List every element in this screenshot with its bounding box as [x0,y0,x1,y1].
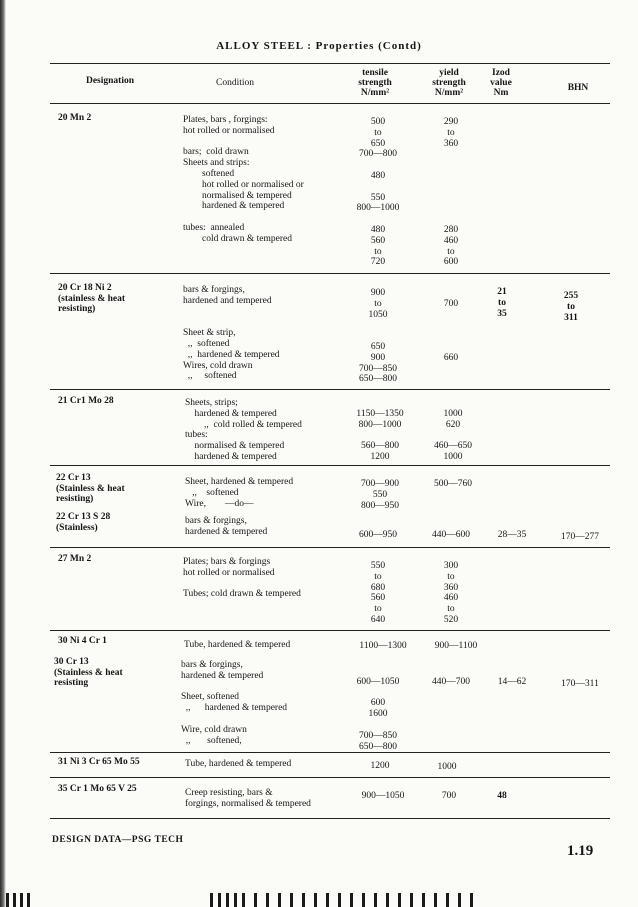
row-condition: bars & forgings, hardened & tempered Sheet, softened ,, hardened & tempered Wire, cold drawn ,, softened, [181,660,288,746]
row-condition: Plates; bars & forgings hot rolled or normalised Tubes; cold drawn & tempered [183,557,301,600]
row-condition: bars & forgings, hardened & tempered [185,516,268,537]
row-izod: 48 [497,791,507,801]
row-bhn: 255 to 311 [563,291,579,323]
row-designation: 20 Mn 2 [58,113,92,123]
row-designation: 27 Mn 2 [58,554,92,564]
table-bottom-rule [50,818,610,819]
row-yield: 440—700 [432,676,470,687]
header-izod-line2: value [490,78,512,88]
row-izod: 28—35 [497,529,527,540]
header-designation: Designation [85,76,135,86]
row-tensile: 700—900 550 800—950 [361,479,399,511]
header-izod-line1: Izod [492,68,510,78]
row-designation: 35 Cr 1 Mo 65 V 25 [58,784,137,794]
row-yield: 900—1100 [434,641,478,651]
running-title: ALLOY STEEL : Properties (Contd) [216,40,422,52]
header-tensile-line2: strength [358,78,392,88]
header-bottom-rule [50,103,610,104]
header-condition: Condition [215,78,254,88]
row-yield: 500—760 [434,479,472,489]
row-izod: 14—62 [497,676,527,687]
row-condition: Sheet, hardened & tempered ,, softened Wire, —do— [185,477,294,509]
scan-edge [0,0,6,907]
header-tensile-line3: N/mm² [360,88,390,98]
row-yield: 1000 620 460—650 1000 [434,409,472,463]
row-divider [50,630,610,631]
row-yield: 440—600 [432,529,470,540]
row-yield: 700 660 [443,298,459,363]
row-condition: Tube, hardened & tempered [185,759,292,769]
row-divider [50,389,610,390]
row-condition: Tube, hardened & tempered [184,640,291,650]
header-izod-line3: Nm [493,88,509,98]
header-yield-line3: N/mm² [434,88,464,98]
row-yield: 700 [441,791,457,801]
row-divider [50,465,610,466]
header-yield [414,68,484,98]
header-tensile-line1: tensile [362,68,388,78]
row-condition: bars & forgings, hardened and tempered Sheet & strip, ,, softened ,, hardened & tempered Wires, cold drawn ,, softened [183,285,280,382]
footer-publication: DESIGN DATA—PSG TECH [52,835,184,845]
row-designation: 30 Ni 4 Cr 1 [58,636,107,646]
row-tensile: 1200 [370,761,390,771]
row-designation: 31 Ni 3 Cr 65 Mo 55 [58,757,140,767]
row-designation: 30 Cr 13 (Stainless & heat resisting [54,657,123,688]
row-divider [50,777,610,778]
row-izod: 21 to 35 [497,287,507,319]
row-tensile: 600—950 [359,529,397,540]
row-tensile: 1100—1300 [359,641,407,651]
row-tensile: 550 to 680 560 to 640 [370,561,386,625]
row-designation: 22 Cr 13 S 28 (Stainless) [56,512,111,533]
row-divider [50,547,610,548]
row-yield: 290 to 360 280 460 to 600 [443,117,459,268]
row-condition: Sheets, strips; hardened & tempered ,, cold rolled & tempered tubes: normalised & tempered hardened & tempered [185,398,302,462]
row-condition: Plates, bars , forgings: hot rolled or normalised bars; cold drawn Sheets and strips: softened hot rolled or normalised or normalised & tempered hardened & tempered tubes: annealed cold drawn & tempered [183,115,304,244]
row-yield: 1000 [437,762,457,772]
header-izod [478,68,524,98]
header-yield-line2: strength [432,78,466,88]
row-divider [50,752,610,753]
row-divider [50,273,610,274]
row-tensile: 1150—1350 800—1000 560—800 1200 [356,409,404,463]
page-number: 1.19 [567,843,594,859]
row-condition: Creep resisting, bars & forgings, normalised & tempered [185,788,311,809]
row-designation: 21 Cr1 Mo 28 [58,396,114,406]
row-tensile: 900 to 1050 650 900 700—850 650—800 [359,288,397,385]
row-bhn: 170—311 [561,678,599,689]
table-top-rule [50,63,610,64]
row-tensile: 600—1050 600 1600 700—850 650—800 [356,676,400,752]
scan-bottom-marks [0,893,638,907]
row-tensile: 500 to 650 700—800 480 550 800—1000 480 560 to 720 [356,117,400,268]
header-yield-line1: yield [439,68,459,78]
header-tensile [340,68,410,98]
row-designation: 22 Cr 13 (Stainless & heat resisting) [56,473,125,504]
row-yield: 300 to 360 460 to 520 [443,561,459,625]
row-tensile: 900—1050 [361,791,405,801]
row-designation: 20 Cr 18 Ni 2 (stainless & heat resisting) [58,283,126,314]
header-bhn: BHN [567,83,589,93]
row-bhn: 170—277 [561,531,599,542]
